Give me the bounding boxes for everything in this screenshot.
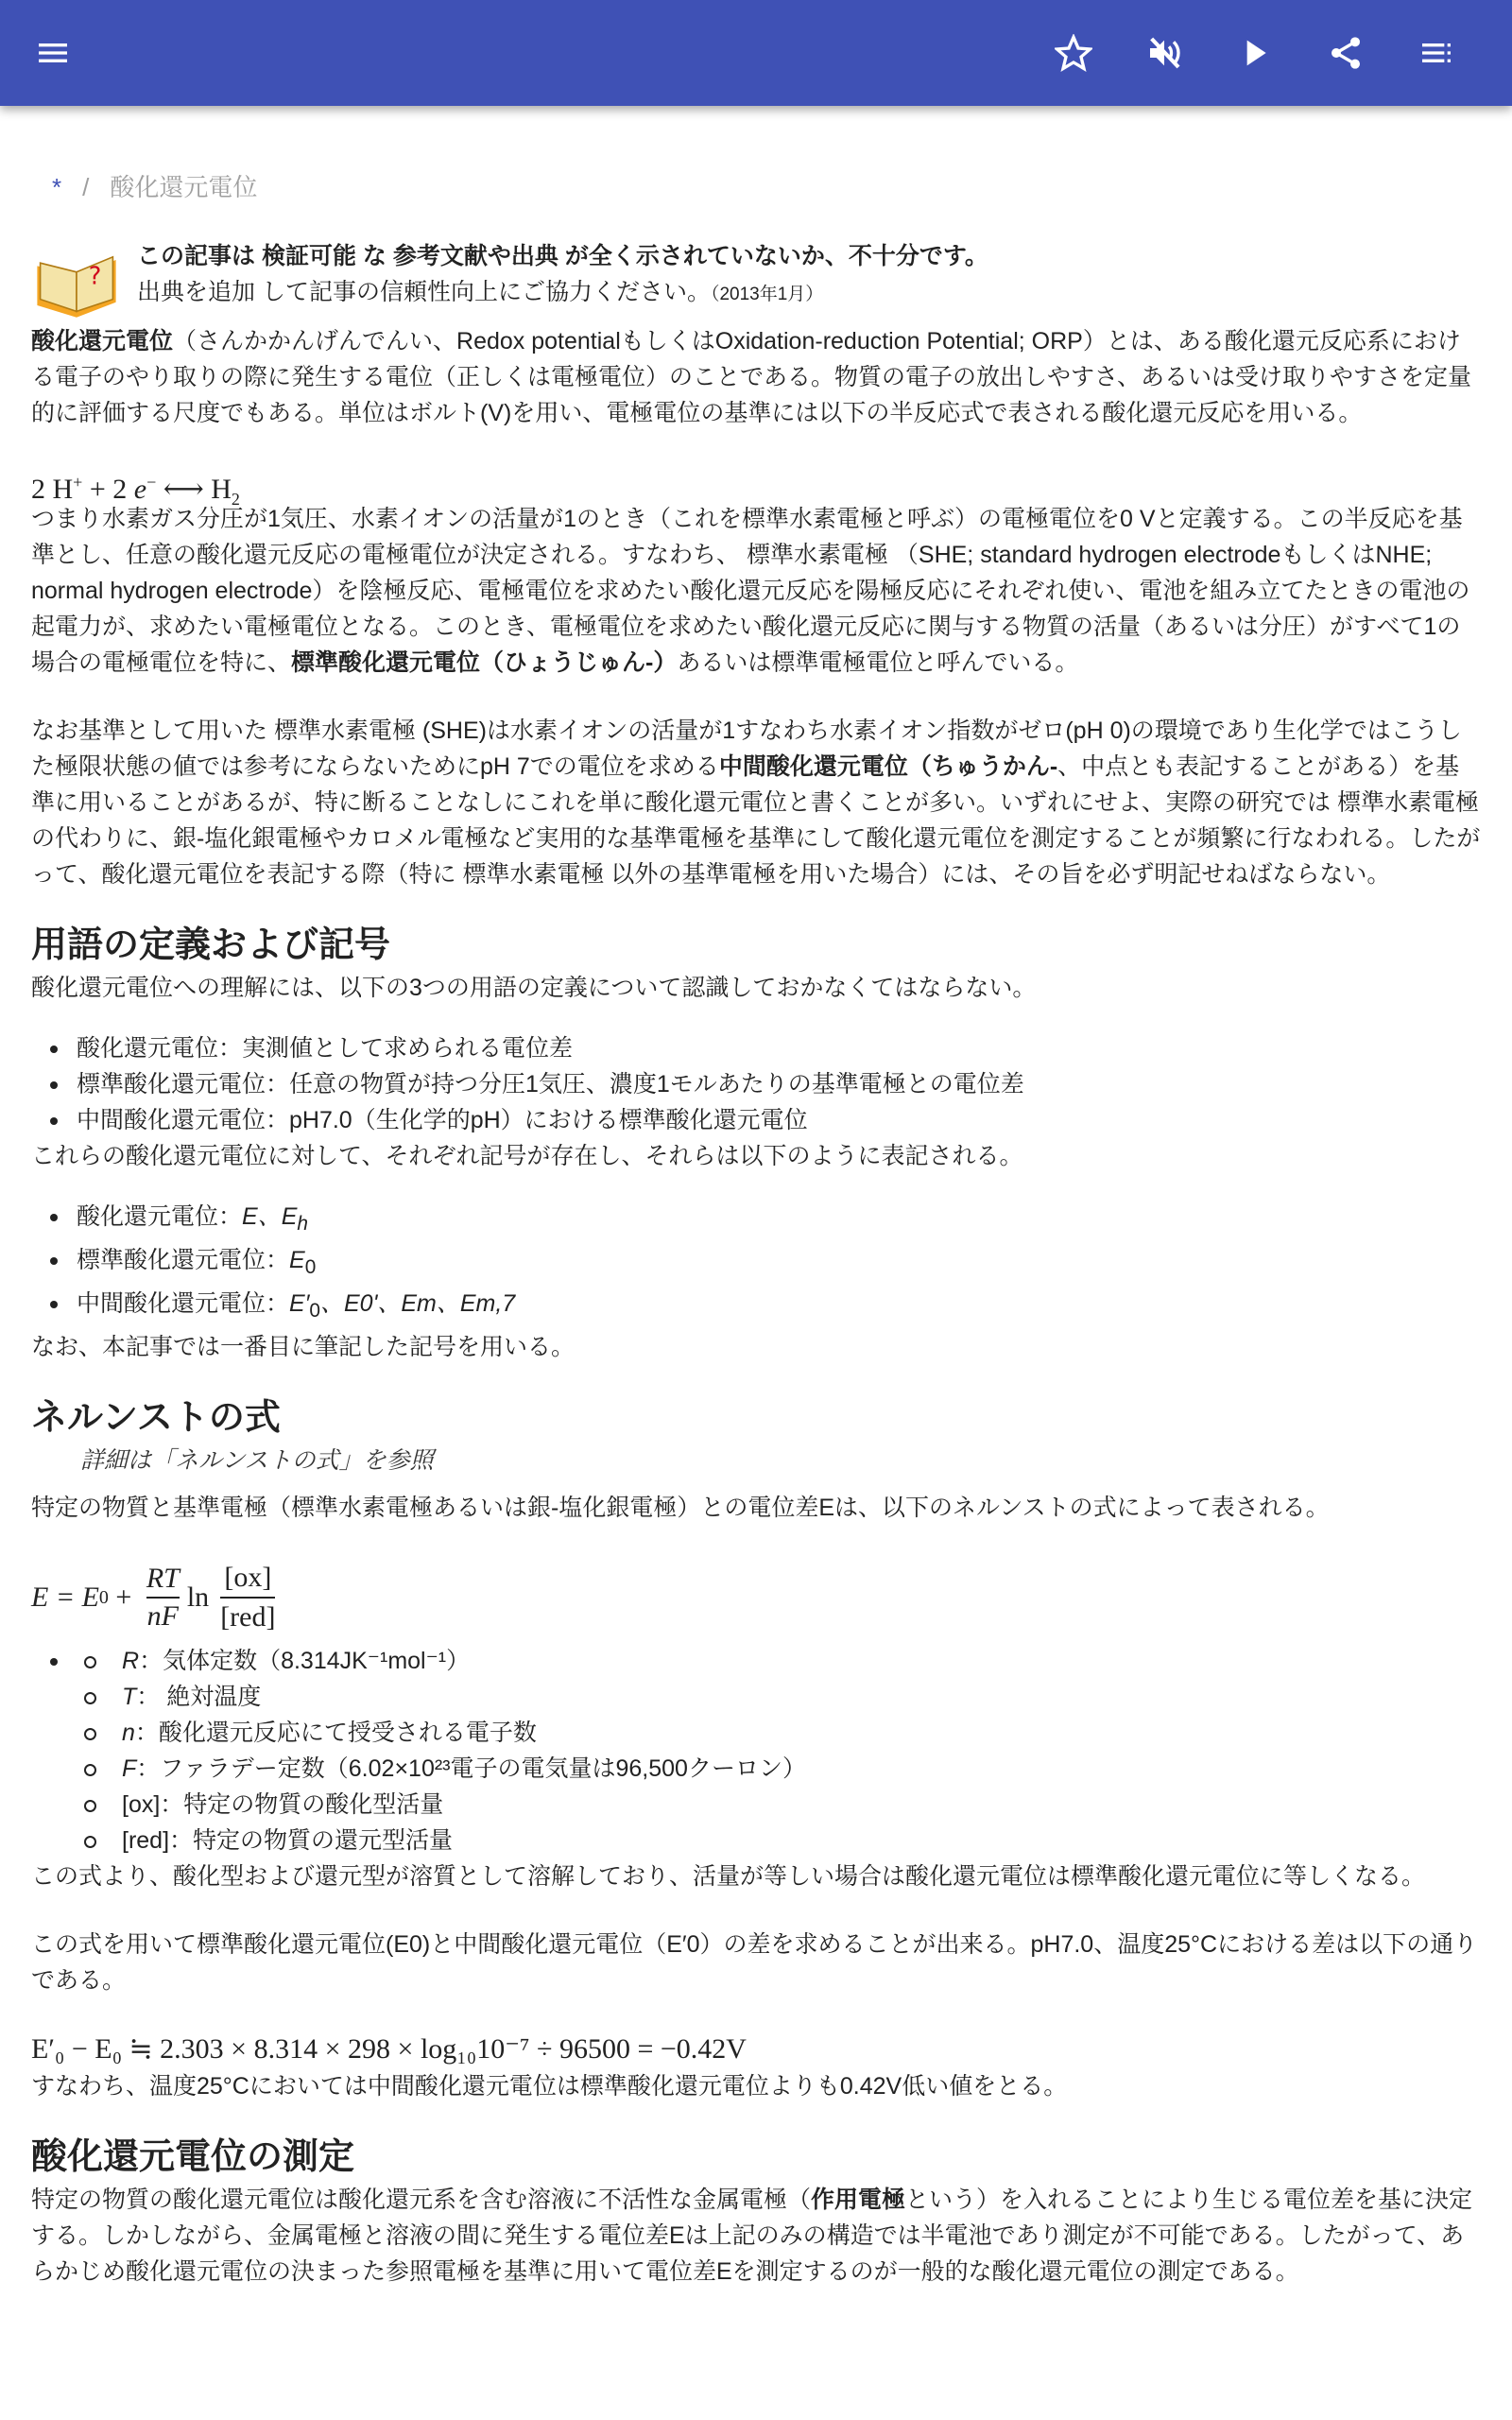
measurement-paragraph — [31, 2182, 1482, 2290]
var-desc: ： 絶対温度 — [136, 1684, 262, 1710]
var-desc: ：気体定数（8.314JK⁻¹mol⁻¹） — [139, 1648, 471, 1674]
list-item — [31, 1286, 1482, 1329]
list-item — [77, 1643, 1482, 1679]
list-icon[interactable] — [1414, 30, 1459, 76]
symbol-sub: 0 — [309, 1300, 320, 1322]
paragraph-text: 酸化還元電位への理解には、以下の3つの用語の定義について認識しておかなくてはならない。 — [31, 975, 1037, 1001]
term: 中間酸化還元電位（ちゅうかん- — [718, 753, 1058, 780]
denominator: [red] — [220, 1601, 276, 1633]
list-item: 中間酸化還元電位：pH7.0（生化学的pH）における標準酸化還元電位 — [31, 1102, 1482, 1138]
symbol: E、E — [242, 1203, 298, 1230]
paragraph-text: という）を入れることにより生じる電位差を基に決定する。しかしながら、金属電極と溶液の間に発生する電位差Eは上記のみの構造では半電池であり測定が不可能である。したがって、あらかじめ酸化還元電位の決まった参照電極を基準に用いて電位差Eを測定するのが一般的な酸化還元電位の測定である。 — [31, 2187, 1473, 2285]
mute-icon[interactable] — [1142, 30, 1187, 76]
term: 標準酸化還元電位（ひょうじゅん-） — [291, 649, 678, 676]
var-desc: ：ファラデー定数（6.02×10²³電子の電気量は96,500クーロン） — [136, 1755, 806, 1782]
list-item — [77, 1715, 1482, 1751]
breadcrumb — [31, 161, 1482, 214]
play-icon[interactable] — [1232, 30, 1278, 76]
intro-paragraph — [31, 323, 1482, 431]
notice-text: この記事は — [137, 243, 262, 269]
var: T — [122, 1684, 137, 1710]
list-item — [77, 1787, 1482, 1823]
eq-part: e — [133, 474, 147, 505]
var: R — [122, 1648, 140, 1674]
eq-part: + — [108, 1582, 139, 1613]
var-desc: ：酸化還元反応にて授受される電子数 — [134, 1720, 537, 1746]
list-item — [77, 1823, 1482, 1858]
paragraph-text: すなわち、温度25°Cにおいては中間酸化還元電位は標準酸化還元電位よりも0.42V低い値をとる。 — [31, 2073, 1068, 2100]
half-reaction-equation — [31, 463, 1482, 509]
references-link[interactable]: 参考文献や出典 — [392, 243, 558, 269]
midpoint-potential-paragraph — [31, 713, 1482, 892]
symbol: E — [289, 1247, 305, 1273]
breadcrumb-home[interactable]: * — [52, 173, 62, 201]
notice-text: して記事の信頼性向上にご協力ください。 — [255, 279, 711, 305]
paragraph-text: 、中点とも表記することがある）を基準に用いることがあるが、特に断ることなしにこれを単に酸化還元電位と書くことが多い。いずれにせよ、実際の研究では 標準水素電極 の代わりに、銀-塩化銀電極やカロメル電極など実用的な基準電極を基準にして酸化還元電位を測定することが頻繁に行なわれる。したがって、酸化還元電位を表記する際（特に 標準水素電極 以外の基準電極を用いた場合）には、その旨を必ず明記せねばならない。 — [31, 753, 1481, 888]
term: 酸化還元電位 — [31, 328, 174, 354]
section-heading: 用語の定義および記号 — [31, 925, 391, 965]
notice-text: な — [355, 243, 393, 269]
article — [31, 161, 1482, 2290]
list-item — [77, 1751, 1482, 1787]
difference-equation: E′₀ − E₀ ≒ 2.303 × 8.314 × 298 × log₁₀10⁻⁷ ÷ 96500 = −0.42V — [31, 2033, 747, 2065]
list-item — [31, 1199, 1482, 1242]
notice-text: が全く示されていないか、不十分です。 — [558, 243, 988, 269]
symbol-label: 酸化還元電位： — [77, 1203, 243, 1230]
definitions-list — [31, 1030, 1482, 1138]
numerator: [ox] — [220, 1559, 275, 1599]
verifiability-link[interactable]: 検証可能 — [261, 243, 356, 269]
standard-potential-paragraph — [31, 501, 1482, 681]
var: [ox] — [122, 1791, 161, 1818]
add-source-link[interactable]: 出典を追加 — [137, 279, 256, 305]
star-icon[interactable] — [1051, 30, 1096, 76]
citation-notice — [31, 238, 1482, 316]
list-item: 酸化還元電位：実測値として求められる電位差 — [31, 1030, 1482, 1066]
share-icon[interactable] — [1323, 30, 1368, 76]
symbol: 、E0'、Em、Em,7 — [319, 1290, 516, 1317]
eq-part: + 2 — [82, 474, 134, 505]
main-article-link[interactable]: 詳細は「ネルンストの式」を参照 — [80, 1447, 434, 1474]
menu-icon[interactable] — [30, 30, 76, 76]
variables-list — [31, 1643, 1482, 1858]
book-question-icon — [31, 244, 122, 321]
symbol-sub: 0 — [304, 1256, 317, 1278]
var-desc: ：特定の物質の還元型活量 — [169, 1827, 454, 1854]
eq-part: + — [73, 473, 83, 492]
section-heading: 酸化還元電位の測定 — [31, 2137, 355, 2177]
paragraph-text: あるいは標準電極電位と呼んでいる。 — [677, 649, 1079, 676]
breadcrumb-separator: / — [82, 173, 90, 201]
var-desc: ：特定の物質の酸化型活量 — [160, 1791, 444, 1818]
fraction — [146, 1561, 180, 1634]
paragraph-text: これらの酸化還元電位に対して、それぞれ記号が存在し、それらは以下のように表記される。 — [31, 1143, 1023, 1169]
eq-part: ln — [186, 1582, 210, 1613]
symbols-list — [31, 1199, 1482, 1329]
list-item — [31, 1242, 1482, 1286]
eq-part: E = E — [31, 1582, 99, 1613]
symbol-label: 標準酸化還元電位： — [77, 1247, 290, 1273]
eq-part: ⟷ H — [156, 474, 232, 505]
eq-part: − — [146, 473, 157, 492]
var: n — [122, 1720, 135, 1746]
paragraph-text: この式より、酸化型および還元型が溶質として溶解しており、活量が等しい場合は酸化還元電位は標準酸化還元電位に等しくなる。 — [31, 1863, 1426, 1890]
eq-part: 2 H — [31, 474, 74, 505]
list-item — [77, 1679, 1482, 1715]
paragraph-text: 特定の物質と基準電極（標準水素電極あるいは銀-塩化銀電極）との電位差Eは、以下のネルンストの式によって表される。 — [31, 1495, 1330, 1521]
fraction — [216, 1559, 279, 1636]
var: [red] — [122, 1827, 170, 1854]
var: F — [122, 1755, 137, 1782]
symbol-label: 中間酸化還元電位： — [77, 1290, 290, 1317]
denominator: nF — [146, 1600, 179, 1632]
paragraph-text: なお、本記事では一番目に筆記した記号を用いる。 — [31, 1334, 576, 1360]
nernst-equation — [31, 1552, 1482, 1643]
list-item: 標準酸化還元電位：任意の物質が持つ分圧1気圧、濃度1モルあたりの基準電極との電位差 — [31, 1066, 1482, 1102]
app-bar — [0, 0, 1512, 106]
section-heading: ネルンストの式 — [31, 1398, 281, 1438]
paragraph-text: なお基準として用いた 標準水素電極 (SHE)は水素イオンの活量が1すなわち水素イオン指数がゼロ(pH 0)の環境であり生化学ではこうした極限状態の値では参考にならないためにpH 7での電位を求める — [31, 717, 1462, 780]
eq-part: 2 — [231, 490, 240, 509]
eq-part: 0 — [98, 1587, 109, 1608]
term: 作用電極 — [811, 2187, 906, 2213]
paragraph-text: （さんかかんげんでんい、Redox potentialもしくはOxidation-reduction Potential; ORP）とは、ある酸化還元反応系における電子のやり取りの際に発生する電位（正しくは電極電位）のことである。物質の電子の放出しやすさ、あるいは受け取りやすさを定量的に評価する尺度でもある。単位はボルト(V)を用い、電極電位の基準には以下の半反応式で表される酸化還元反応を用いる。 — [31, 328, 1472, 426]
symbol-sub: h — [297, 1213, 308, 1235]
notice-date: （2013年1月） — [710, 285, 824, 304]
svg-text:?: ? — [88, 262, 102, 291]
symbol: E′ — [289, 1290, 310, 1317]
paragraph-text: 特定の物質の酸化還元電位は酸化還元系を含む溶液に不活性な金属電極（ — [31, 2187, 812, 2213]
numerator: RT — [146, 1561, 180, 1599]
paragraph-text: つまり水素ガス分圧が1気圧、水素イオンの活量が1のとき（これを標準水素電極と呼ぶ）の電極電位を0 Vと定義する。この半反応を基準とし、任意の酸化還元反応の電極電位が決定される。すなわち、 標準水素電極 （SHE; standard hydrogen electrodeもしくはNHE; normal hydrogen electrode）を陰極反応、電極電位を求めたい酸化還元反応を陽極反応にそれぞれ使い、電池を組み立てたときの電池の起電力が、求めたい電極電位となる。このとき、電極電位を求めたい酸化還元反応に関与する物質の活量（あるいは分圧）がすべて1の場合の電極電位を特に、 — [31, 506, 1470, 676]
breadcrumb-current: 酸化還元電位 — [110, 173, 258, 201]
paragraph-text: この式を用いて標準酸化還元電位(E0)と中間酸化還元電位（E′0）の差を求めることが出来る。pH7.0、温度25°Cにおける差は以下の通りである。 — [31, 1931, 1478, 1994]
